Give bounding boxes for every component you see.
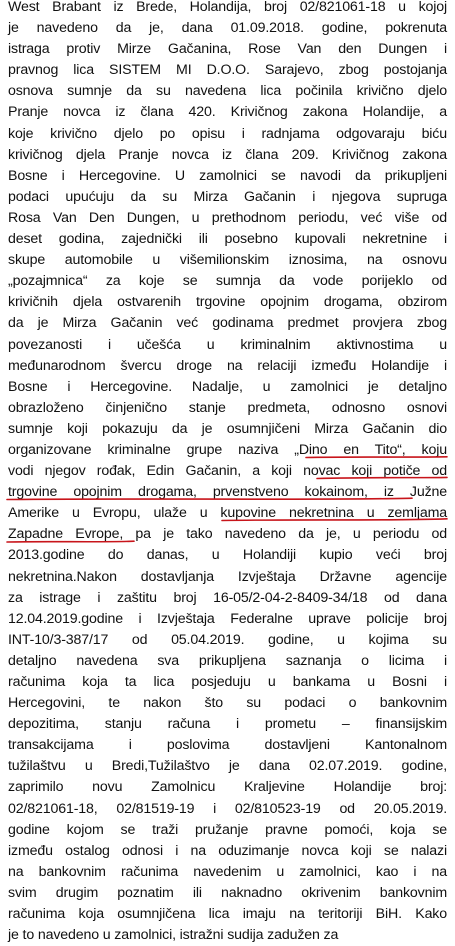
text-line: svim drugim poznatim ili naknadno okrivenim bankovnim bbox=[8, 884, 447, 901]
text-line: međunarodnom švercu droge na relaciji između Holandije i bbox=[8, 357, 447, 374]
text-line: istraga protiv Mirze Gačanina, Rose Van den Dungen i bbox=[8, 41, 447, 58]
document-text bbox=[8, 0, 447, 946]
text-line: depozitima, stanju računa i prometu – finansijskim bbox=[8, 716, 447, 733]
text-line: krivičnog djela Pranje novca iz člana 209. Krivičnog zakona bbox=[8, 146, 447, 163]
text-line: podaci upućuju da su Mirza Gačanin i njegova supruga bbox=[8, 188, 447, 205]
text-line: „pozajmnica“ za koje se sumnja da vode porijeklo od bbox=[8, 273, 447, 290]
text-line: detaljno navedena sva prikupljena saznanja o licima i bbox=[8, 652, 447, 669]
text-line: osnova sumnje da su navedena lica počinila krivično djelo bbox=[8, 83, 447, 100]
text-line: transakcijama i poslovima dostavljeni Kantonalnom bbox=[8, 737, 447, 754]
text-line: krivičnih djela ostvarenih trgovine opojnim drogama, obzirom bbox=[8, 294, 447, 311]
text-line: skupe automobile u višemilionskim iznosima, na osnovu bbox=[8, 252, 447, 269]
text-line: je to navedeno u zamolnici, istražni sudija zadužen za bbox=[8, 927, 339, 944]
text-line: pravnog lica SISTEM MI D.O.O. Sarajevo, zbog postojanja bbox=[8, 62, 447, 79]
text-line: Bosne i Hercegovine. U zamolnici se navodi da prikupljeni bbox=[8, 167, 447, 184]
text-line: Zapadne Evrope, pa je tako navedeno da je, u periodu od bbox=[8, 526, 447, 543]
text-line: računima koja ta lica posjeduju u bankama u Bosni i bbox=[8, 674, 447, 690]
text-line: tužilaštvu u Bredi,Tužilaštvo je dana 02.07.2019. godine, bbox=[8, 758, 447, 775]
text-line: povezanosti i učešća u kriminalnim aktivnostima u bbox=[8, 336, 447, 353]
text-line: obrazloženo činjenično stanje predmeta, odnosno osnovi bbox=[8, 399, 447, 416]
text-line: da je Mirza Gačanin već godinama predmet provjera zbog bbox=[8, 315, 447, 332]
text-line: Hercegovini, te nakon što su podaci o bankovnim bbox=[8, 695, 447, 712]
text-line: INT-10/3-387/17 od 05.04.2019. godine, u kojima su bbox=[8, 631, 447, 648]
text-line: nekretnina.Nakon dostavljanja Izvještaja Državne agencije bbox=[8, 568, 447, 585]
text-line: za istrage i zaštitu broj 16-05/2-04-2-8409-34/18 od dana bbox=[8, 589, 447, 606]
text-line: organizovane kriminalne grupe naziva „Dino en Tito“, koju bbox=[8, 441, 447, 458]
text-line: Pranje novca iz člana 420. Krivičnog zakona Holandije, a bbox=[8, 104, 447, 121]
text-line: 12.04.2019.godine i Izvještaja Federalne uprave policije broj bbox=[8, 610, 447, 627]
text-line: 2013.godine do danas, u Holandiji kupio veći broj bbox=[8, 547, 447, 564]
text-line: između ostalog odnosi i na oduzimanje novca koji se nalazi bbox=[8, 842, 447, 859]
text-line: na bankovnim računima navedenim u zamolnici, kao i na bbox=[8, 863, 447, 880]
text-line: West Brabant iz Brede, Holandija, broj 02/821061-18 u kojoj bbox=[8, 0, 447, 15]
text-line: vodi njegov rođak, Edin Gačanin, a koji novac koji potiče od bbox=[8, 463, 447, 480]
text-line: Bosne i Hercegovine. Nadalje, u zamolnici je detaljno bbox=[8, 378, 447, 395]
text-line: zaprimilo novu Zamolnicu Kraljevine Holandije broj: bbox=[8, 779, 447, 796]
text-line: računima koja osumnjičena lica imaju na teritoriji BiH. Kako bbox=[8, 906, 447, 923]
text-line: je navedeno da je, dana 01.09.2018. godine, pokrenuta bbox=[8, 20, 447, 37]
text-line: 02/821061-18, 02/81519-19 i 02/810523-19 od 20.05.2019. bbox=[8, 800, 447, 817]
text-line: godine kojom se traži pružanje pravne pomoći, koja se bbox=[8, 821, 447, 838]
text-line: deset godina, zajednički ili posebno kupovali nekretnine i bbox=[8, 231, 447, 248]
text-line: trgovine opojnim drogama, prvenstveno kokainom, iz Južne bbox=[8, 484, 447, 501]
text-line: sumnje koji pokazuju da je osumnjičeni Mirza Gačanin dio bbox=[8, 420, 447, 437]
text-line: Amerike u Evropu, ulaže u kupovine nekretnina u zemljama bbox=[8, 505, 447, 522]
text-line: Rosa Van Den Dungen, u prethodnom periodu, već više od bbox=[8, 209, 447, 226]
text-line: koje krivično djelo po opisu i radnjama odgovaraju biću bbox=[8, 125, 447, 142]
